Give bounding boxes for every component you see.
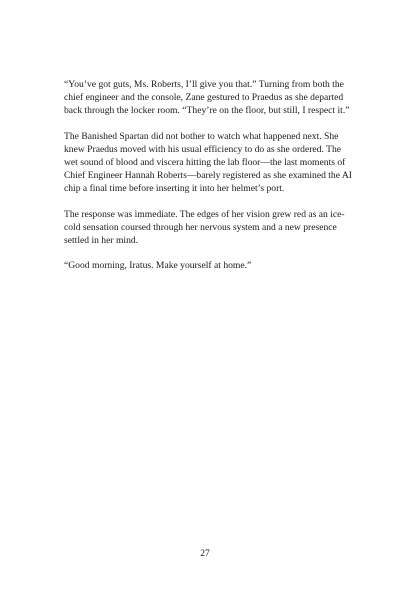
page-number: 27 [200,549,210,559]
paragraph-4: “Good morning, Iratus. Make yourself at home.” [64,260,252,272]
paragraph-3: The response was immediate. The edges of her vision grew red as an ice-cold sensation coursed through her nervous system and a new presence settled in her mind. [64,208,345,247]
paragraph-1: “You’ve got guts, Ms. Roberts, I’ll give you that.” Turning from both the chief engineer and the console, Zane gestured to Praedus as she departed back through the locker room. “They’re on the floor, but still, I respect it.” [64,79,350,117]
body-text [64,78,354,284]
paragraph-2: The Banished Spartan did not bother to watch what happened next. She knew Praedus moved with his usual efficiency to do as she ordered. The wet sound of blood and viscera hitting the lab floor—the last moments of Chief Engineer Hannah Roberts—barely registered as she examined the AI chip a final time before inserting it into her helmet’s port. [64,130,352,195]
